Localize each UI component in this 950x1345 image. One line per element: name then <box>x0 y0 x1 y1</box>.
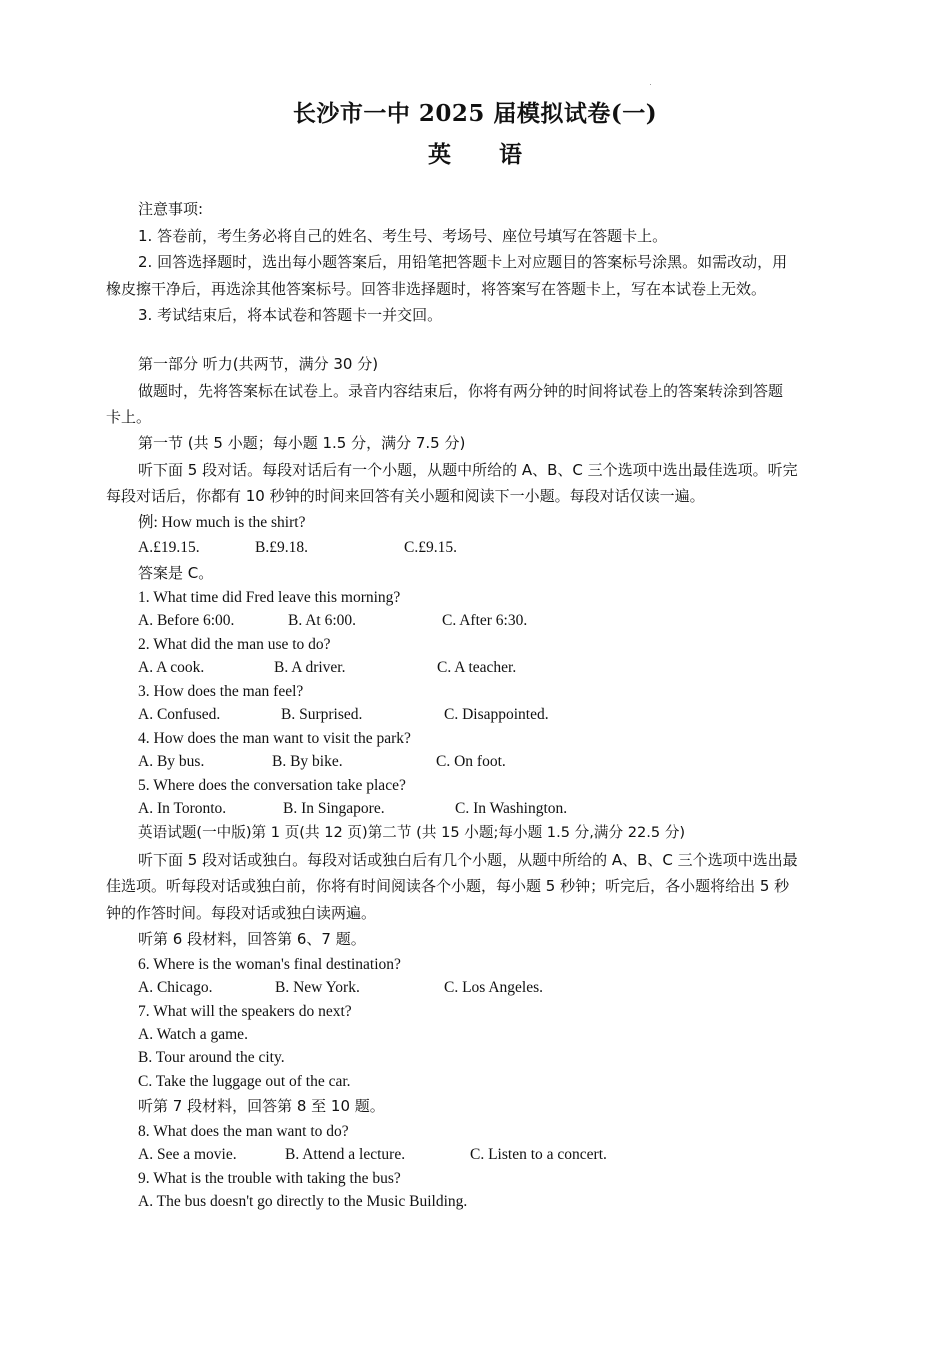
example-option-b: B.£9.18. <box>255 539 308 556</box>
notice-item-1: 1. 答卷前，考生务必将自己的姓名、考生号、考场号、座位号填写在答题卡上。 <box>138 227 668 245</box>
q8-option-a: A. See a movie. <box>138 1146 237 1163</box>
example-option-c: C.£9.15. <box>404 539 457 556</box>
notice-item-3: 3. 考试结束后，将本试卷和答题卡一并交回。 <box>138 306 443 324</box>
question-2: 2. What did the man use to do? <box>138 636 331 653</box>
section1-intro-line-2: 每段对话后，你都有 10 秒钟的时间来回答有关小题和阅读下一小题。每段对话仅读一遍。 <box>106 487 705 505</box>
notice-item-2-line-1: 2. 回答选择题时，选出每小题答案后，用铅笔把答题卡上对应题目的答案标号涂黑。如需改动，用 <box>138 253 788 271</box>
part1-intro-line-1: 做题时，先将答案标在试卷上。录音内容结束后，你将有两分钟的时间将试卷上的答案转涂到答题 <box>138 382 784 400</box>
q4-option-a: A. By bus. <box>138 753 205 770</box>
q1-option-a: A. Before 6:00. <box>138 612 235 629</box>
q3-option-b: B. Surprised. <box>281 706 363 723</box>
q1-option-c: C. After 6:30. <box>442 612 528 629</box>
q7-option-a: A. Watch a game. <box>138 1026 248 1043</box>
part1-intro-line-2: 卡上。 <box>106 408 152 426</box>
q4-option-b: B. By bike. <box>272 753 343 770</box>
section2-heading: 英语试题(一中版)第 1 页(共 12 页)第二节 (共 15 小题;每小题 1.5 分,满分 22.5 分) <box>138 824 686 841</box>
q4-option-c: C. On foot. <box>436 753 506 770</box>
notice-item-2-line-2: 橡皮擦干净后，再选涂其他答案标号。回答非选择题时，将答案写在答题卡上，写在本试卷上无效。 <box>106 280 767 298</box>
section2-intro-line-2: 佳选项。听每段对话或独白前，你将有时间阅读各个小题，每小题 5 秒钟；听完后，各小题将给出 5 秒 <box>106 877 790 895</box>
section2-intro-line-1: 听下面 5 段对话或独白。每段对话或独白后有几个小题，从题中所给的 A、B、C 三个选项中选出最 <box>138 851 798 869</box>
question-4: 4. How does the man want to visit the park? <box>138 730 411 747</box>
q2-option-a: A. A cook. <box>138 659 205 676</box>
question-5: 5. Where does the conversation take place? <box>138 777 406 794</box>
question-7: 7. What will the speakers do next? <box>138 1003 352 1020</box>
section1-heading: 第一节 (共 5 小题；每小题 1.5 分，满分 7.5 分) <box>138 434 466 452</box>
q7-option-b: B. Tour around the city. <box>138 1049 285 1066</box>
part1-heading: 第一部分 听力(共两节，满分 30 分) <box>138 355 379 373</box>
q9-option-a: A. The bus doesn't go directly to the Music Building. <box>138 1193 468 1210</box>
exam-subject: 英 语 <box>427 141 542 168</box>
section1-intro-line-1: 听下面 5 段对话。每段对话后有一个小题，从题中所给的 A、B、C 三个选项中选出最佳选项。听完 <box>138 461 798 479</box>
question-9: 9. What is the trouble with taking the bus? <box>138 1170 401 1187</box>
example-option-a: A.£19.15. <box>138 539 200 556</box>
q6-option-a: A. Chicago. <box>138 979 213 996</box>
question-6: 6. Where is the woman's final destination? <box>138 956 401 973</box>
q2-option-b: B. A driver. <box>274 659 346 676</box>
q5-option-b: B. In Singapore. <box>283 800 385 817</box>
q5-option-a: A. In Toronto. <box>138 800 227 817</box>
section2-intro-line-3: 钟的作答时间。每段对话或独白读两遍。 <box>106 904 377 922</box>
q6-option-c: C. Los Angeles. <box>444 979 544 996</box>
example-question: 例: How much is the shirt? <box>138 514 306 531</box>
notice-heading: 注意事项: <box>138 200 204 218</box>
question-8: 8. What does the man want to do? <box>138 1123 349 1140</box>
q2-option-c: C. A teacher. <box>437 659 517 676</box>
q6-option-b: B. New York. <box>275 979 360 996</box>
exam-title: 长沙市一中 2025 届模拟试卷(一) <box>292 100 658 127</box>
q7-option-c: C. Take the luggage out of the car. <box>138 1073 351 1090</box>
material-7-heading: 听第 7 段材料，回答第 8 至 10 题。 <box>138 1097 385 1115</box>
q5-option-c: C. In Washington. <box>455 800 568 817</box>
q3-option-c: C. Disappointed. <box>444 706 549 723</box>
q8-option-c: C. Listen to a concert. <box>470 1146 607 1163</box>
q1-option-b: B. At 6:00. <box>288 612 357 629</box>
material-6-heading: 听第 6 段材料，回答第 6、7 题。 <box>138 930 366 948</box>
example-answer: 答案是 C。 <box>138 564 214 582</box>
q8-option-b: B. Attend a lecture. <box>285 1146 406 1163</box>
question-3: 3. How does the man feel? <box>138 683 304 700</box>
q3-option-a: A. Confused. <box>138 706 221 723</box>
question-1: 1. What time did Fred leave this morning? <box>138 589 401 606</box>
scan-speck <box>650 84 651 85</box>
